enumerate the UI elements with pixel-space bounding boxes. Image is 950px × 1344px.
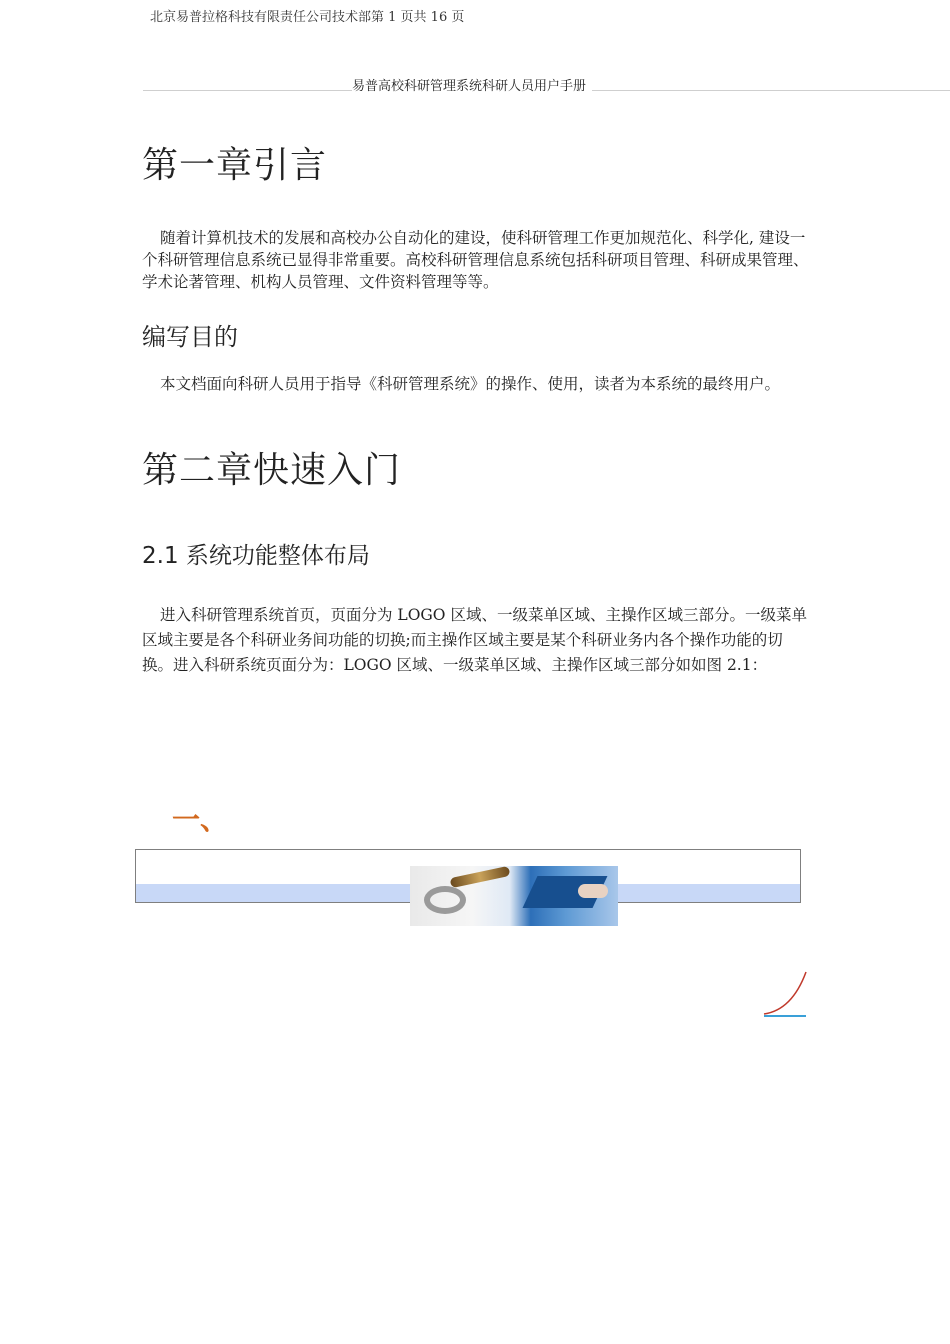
system-banner-figure [135, 849, 801, 903]
document-title: 易普高校科研管理系统科研人员用户手册 [352, 79, 592, 95]
purpose-heading: 编写目的 [142, 323, 238, 351]
section-2-1-paragraph: 进入科研管理系统首页，页面分为 LOGO 区域、一级菜单区域、主操作区域三部分。一级菜单区域主要是各个科研业务间功能的切换;而主操作区域主要是某个科研业务内各个操作功能的切换。进入科研系统页面分为：LOGO 区域、一级菜单区域、主操作区域三部分如如图 2.1： [142, 606, 807, 674]
chapter-1-title: 第一章引言 [142, 145, 328, 186]
corner-curve-decoration [762, 970, 808, 1018]
hand-icon [578, 884, 608, 898]
chapter-2-title: 第二章快速入门 [142, 450, 402, 491]
banner-photo [410, 866, 618, 926]
purpose-paragraph: 本文档面向科研人员用于指导《科研管理系统》的操作、使用，读者为本系统的最终用户。 [160, 375, 781, 393]
intro-paragraph: 随着计算机技术的发展和高校办公自动化的建设，使科研管理工作更加规范化、科学化, 建设一个科研管理信息系统已显得非常重要。高校科研管理信息系统包括科研项目管理、科研成果管理、学术论著管理、机构人员管理、文件资料管理等等。 [142, 229, 809, 291]
pen-icon [450, 866, 511, 888]
figure-marker: 一、 [172, 803, 229, 836]
page-header: 北京易普拉格科技有限责任公司技术部第 1 页共 16 页 [150, 10, 465, 25]
section-2-1-title: 2.1 系统功能整体布局 [142, 543, 370, 569]
ring-binder-icon [424, 886, 466, 914]
